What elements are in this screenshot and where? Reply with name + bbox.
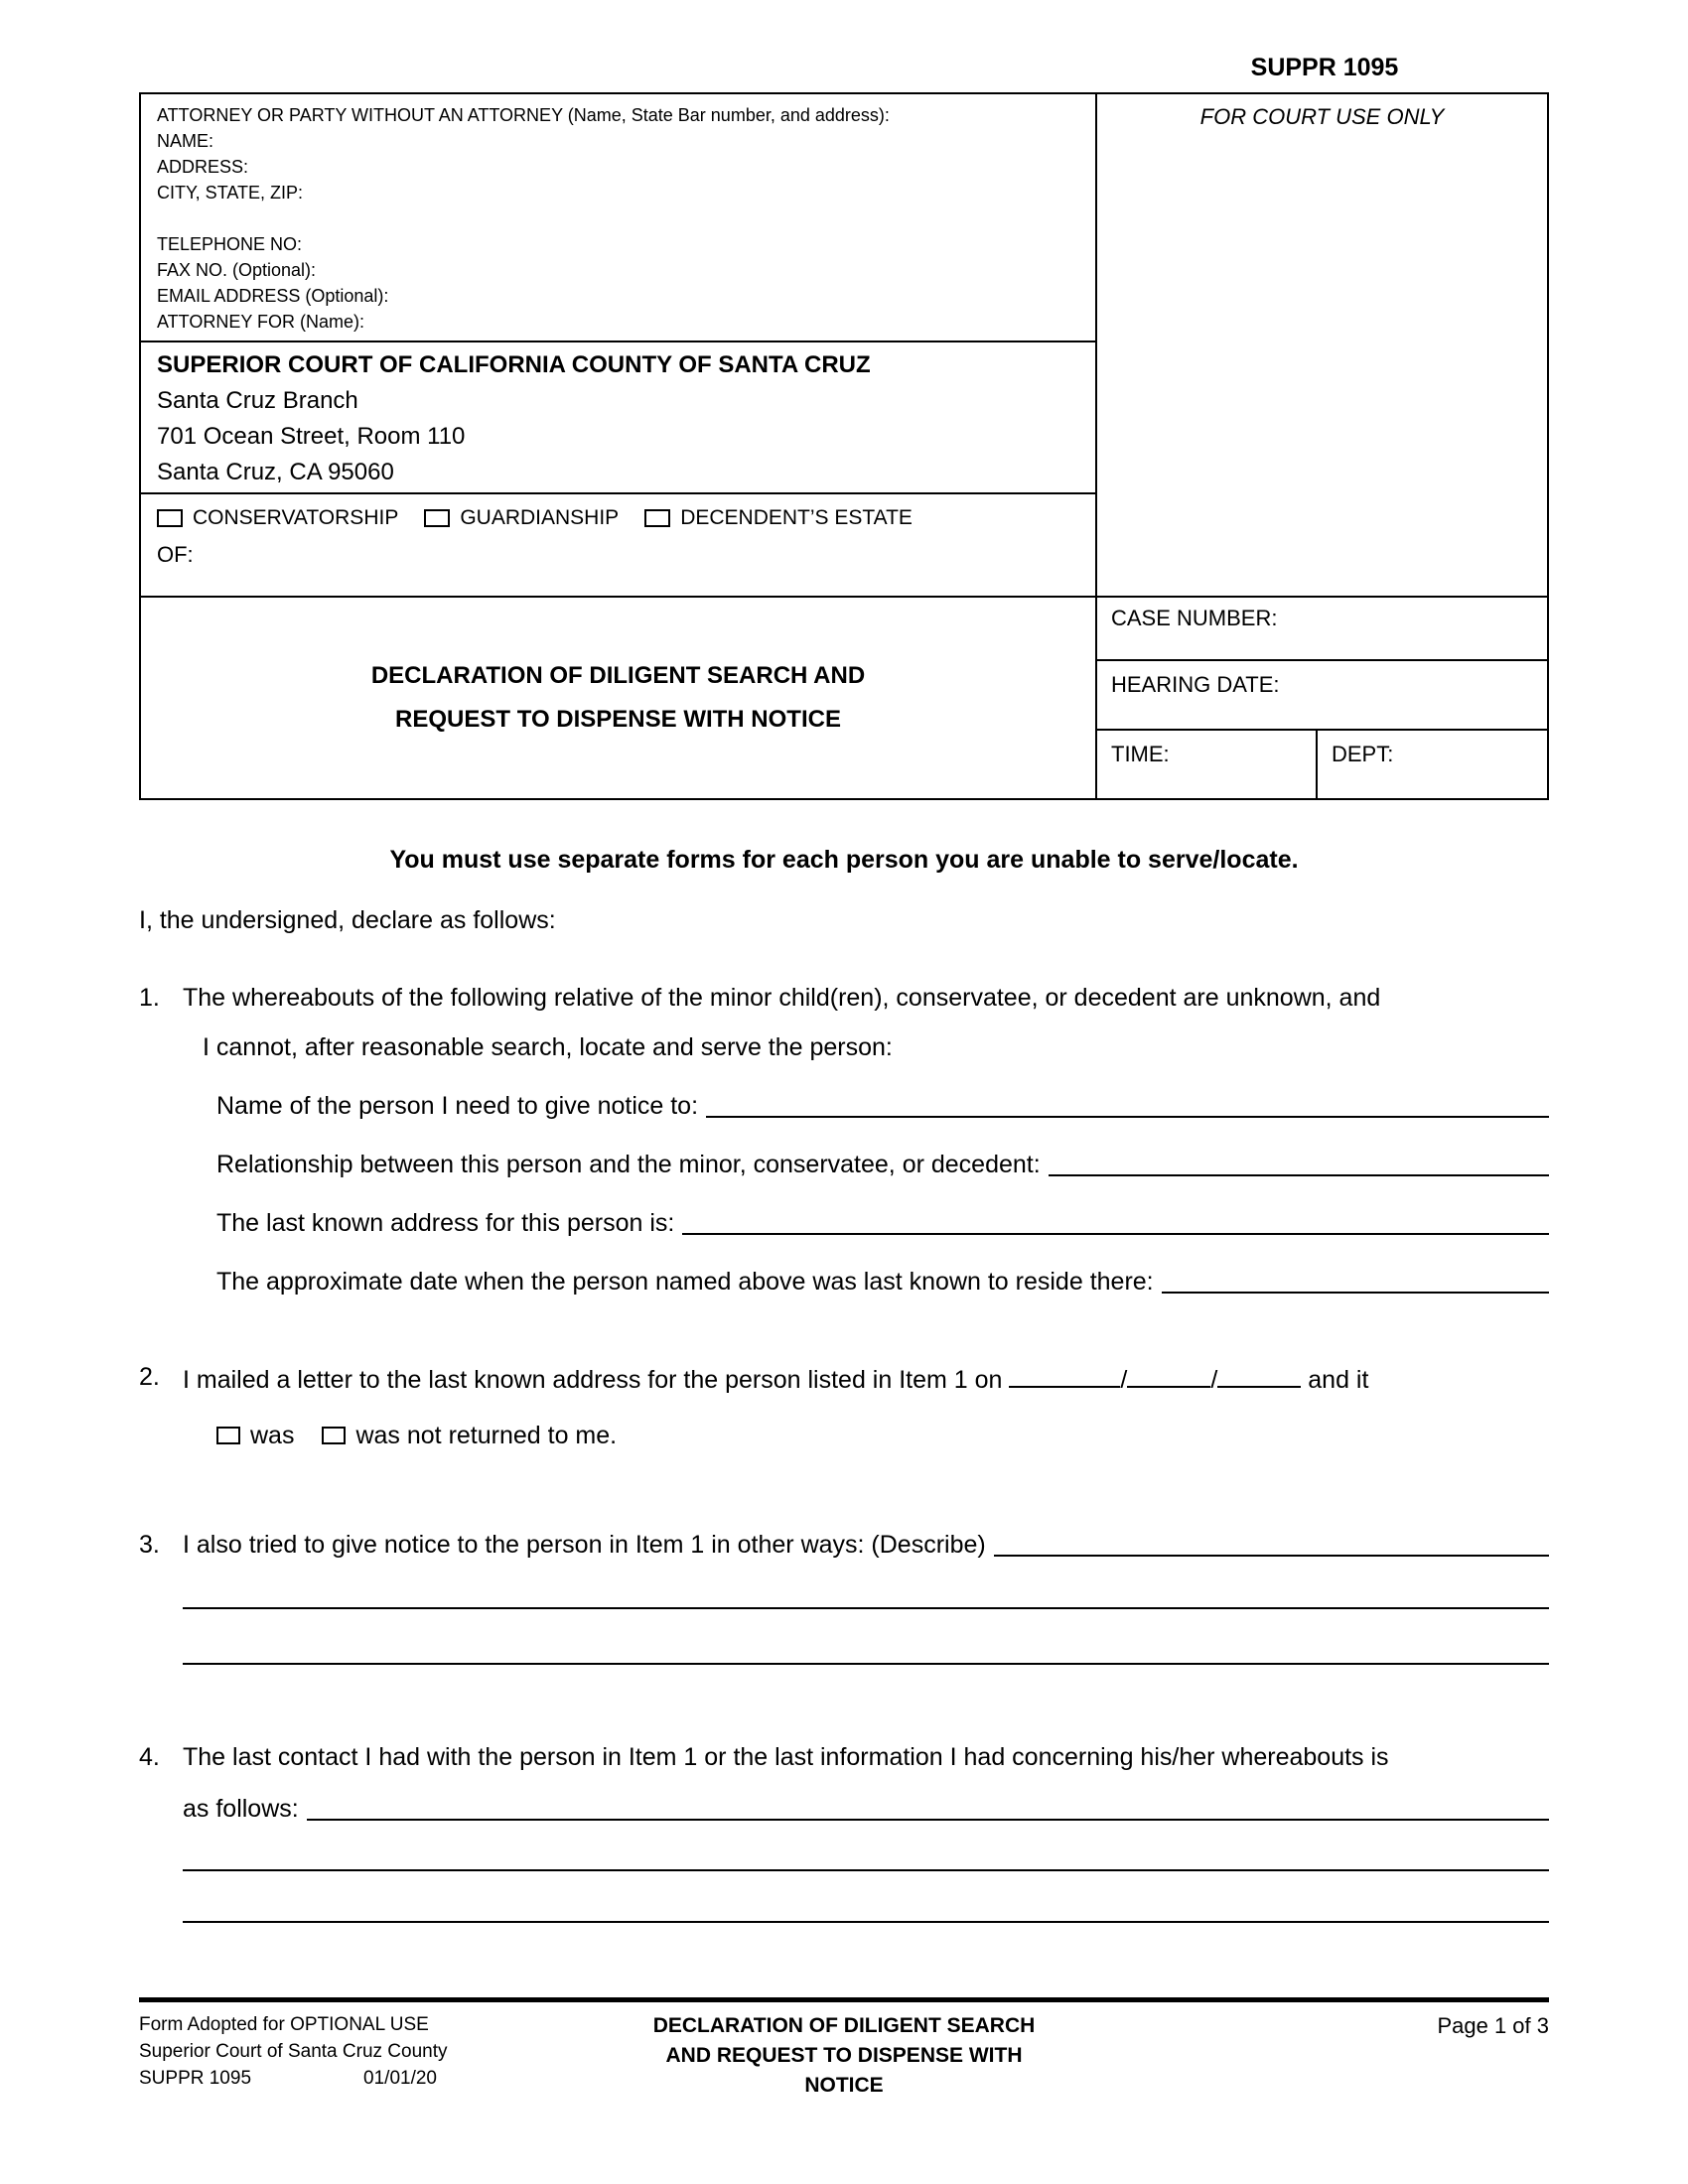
form-number-header: SUPPR 1095 (1250, 54, 1399, 81)
item-3-number: 3. (139, 1531, 160, 1559)
item-1-address-prompt-row (216, 1206, 1549, 1240)
case-type-checkbox-row (157, 506, 1079, 530)
attorney-for-label: ATTORNEY FOR (Name): (157, 312, 365, 332)
footer-court-line: Superior Court of Santa Cruz County (139, 2041, 448, 2062)
item-3-line1-row (139, 1528, 1549, 1562)
decedents-estate-checkbox[interactable] (644, 509, 670, 527)
dept-field[interactable] (1318, 731, 1547, 798)
was-returned-checkbox[interactable] (216, 1427, 240, 1444)
item-1-number: 1. (139, 984, 160, 1012)
guardianship-label: GUARDIANSHIP (460, 506, 620, 529)
item-1-line1-row (139, 981, 1549, 1015)
item-2 (139, 1360, 1549, 1452)
name-of-person-field[interactable] (706, 1116, 1549, 1118)
caption-left-column (141, 94, 1097, 798)
item-3 (139, 1528, 1549, 1665)
decedents-estate-label: DECENDENT’S ESTATE (680, 506, 913, 529)
form-title-line1: DECLARATION OF DILIGENT SEARCH AND (370, 662, 866, 689)
item-1-relationship-prompt-row (216, 1148, 1549, 1181)
time-field[interactable] (1097, 731, 1318, 798)
other-ways-prompt: I also tried to give notice to the person in Item 1 in other ways: (Describe) (183, 1531, 986, 1559)
guardianship-checkbox[interactable] (424, 509, 450, 527)
case-number-field[interactable] (1097, 598, 1547, 661)
court-city-state-zip: Santa Cruz, CA 95060 (157, 459, 394, 485)
case-type-section (141, 494, 1095, 598)
footer-title-line3: NOTICE (804, 2074, 884, 2097)
item-1-name-prompt-row (216, 1089, 1549, 1123)
court-branch: Santa Cruz Branch (157, 387, 358, 414)
last-contact-write-line-2[interactable] (183, 1921, 1549, 1923)
hearing-date-field[interactable] (1097, 661, 1547, 731)
footer-title-line2: AND REQUEST TO DISPENSE WITH (665, 2044, 1023, 2067)
item-3-line1 (183, 1528, 1549, 1562)
court-name: SUPERIOR COURT OF CALIFORNIA COUNTY OF SANTA CRUZ (157, 351, 871, 378)
item-2-number: 2. (139, 1363, 160, 1391)
time-label: TIME: (1111, 742, 1170, 766)
time-dept-row (1097, 731, 1547, 798)
relationship-field[interactable] (1049, 1174, 1549, 1176)
attorney-telephone-label: TELEPHONE NO: (157, 234, 303, 254)
footer-title-line1: DECLARATION OF DILIGENT SEARCH (652, 2014, 1036, 2037)
last-known-address-field[interactable] (682, 1233, 1549, 1235)
footer-columns (139, 2011, 1549, 2101)
item-2-line1 (183, 1360, 1549, 1397)
case-of-label[interactable]: OF: (157, 542, 194, 567)
caption-right-column (1097, 94, 1547, 798)
footer-revision-date: 01/01/20 (363, 2068, 437, 2089)
hearing-date-label: HEARING DATE: (1111, 672, 1280, 697)
other-ways-write-line-1[interactable] (183, 1607, 1549, 1609)
other-ways-field[interactable] (994, 1555, 1549, 1557)
footer-adopted-line: Form Adopted for OPTIONAL USE (139, 2014, 429, 2035)
attorney-fax-label: FAX NO. (Optional): (157, 260, 317, 280)
attorney-email-label: EMAIL ADDRESS (Optional): (157, 286, 389, 306)
court-street: 701 Ocean Street, Room 110 (157, 423, 466, 450)
case-number-label: CASE NUMBER: (1111, 606, 1278, 630)
item-1-line2: I cannot, after reasonable search, locate and serve the person: (203, 1033, 893, 1061)
as-follows-label: as follows: (183, 1795, 299, 1823)
item-1 (139, 981, 1549, 1298)
footer-form-number-row (139, 2065, 437, 2092)
form-caption-box (139, 92, 1549, 800)
last-known-address-prompt: The last known address for this person is: (216, 1209, 675, 1237)
last-contact-write-line-1[interactable] (183, 1869, 1549, 1871)
attorney-address-label: ADDRESS: (157, 157, 249, 177)
attorney-city-state-zip-label: CITY, STATE, ZIP: (157, 183, 304, 203)
and-it-text: and it (1308, 1366, 1369, 1394)
court-info-section (141, 342, 1095, 494)
was-not-returned-checkbox[interactable] (322, 1427, 346, 1444)
mail-date-day-field[interactable] (1127, 1360, 1210, 1388)
declaration-intro: I, the undersigned, declare as follows: (139, 906, 556, 934)
name-of-person-prompt: Name of the person I need to give notice to: (216, 1092, 699, 1120)
item-4-line1-row (139, 1740, 1549, 1774)
relationship-prompt: Relationship between this person and the minor, conservatee, or decedent: (216, 1151, 1041, 1178)
conservatorship-label: CONSERVATORSHIP (193, 506, 399, 529)
date-slash-2: / (1210, 1366, 1218, 1394)
footer-title-block (536, 2011, 1152, 2101)
approximate-date-prompt: The approximate date when the person named above was last known to reside there: (216, 1268, 1154, 1296)
form-title-section (141, 598, 1095, 798)
mail-date-year-field[interactable] (1217, 1360, 1301, 1388)
item-4-number: 4. (139, 1743, 160, 1771)
dept-label: DEPT: (1332, 742, 1394, 766)
other-ways-write-line-2[interactable] (183, 1663, 1549, 1665)
form-content (139, 0, 1549, 1923)
mail-date-month-field[interactable] (1009, 1360, 1120, 1388)
mailed-letter-text: I mailed a letter to the last known address for the person listed in Item 1 on (183, 1366, 1003, 1394)
conservatorship-checkbox[interactable] (157, 509, 183, 527)
form-title-line2: REQUEST TO DISPENSE WITH NOTICE (395, 706, 841, 733)
attorney-spacer (157, 205, 1079, 231)
item-1-line1: The whereabouts of the following relative of the minor child(ren), conservatee, or decedent are unknown, and (183, 984, 1381, 1012)
separate-forms-instruction: You must use separate forms for each person you are unable to serve/locate. (389, 846, 1299, 874)
was-not-returned-label: was not returned to me. (355, 1422, 618, 1449)
item-2-line1-row (139, 1360, 1549, 1397)
footer-page-number: Page 1 of 3 (1437, 2013, 1549, 2038)
item-4-line2-row (183, 1792, 1549, 1826)
approximate-date-field[interactable] (1162, 1292, 1549, 1294)
last-contact-field[interactable] (307, 1819, 1549, 1821)
attorney-section-title: ATTORNEY OR PARTY WITHOUT AN ATTORNEY (Name, State Bar number, and address): (157, 105, 890, 125)
footer-form-number: SUPPR 1095 (139, 2068, 252, 2089)
item-4-line1: The last contact I had with the person in Item 1 or the last information I had concerning his/her whereabouts is (183, 1743, 1389, 1771)
was-returned-label: was (250, 1422, 295, 1449)
date-slash-1: / (1120, 1366, 1128, 1394)
footer-rule (139, 1997, 1549, 2002)
footer-left-block (139, 2011, 536, 2101)
item-2-checkbox-row (216, 1419, 1549, 1452)
court-use-only-box: FOR COURT USE ONLY (1097, 94, 1547, 598)
page-footer (139, 1997, 1549, 2101)
attorney-name-label: NAME: (157, 131, 214, 151)
attorney-info-section[interactable] (141, 94, 1095, 342)
item-4 (139, 1740, 1549, 1923)
item-1-date-prompt-row (216, 1265, 1549, 1298)
